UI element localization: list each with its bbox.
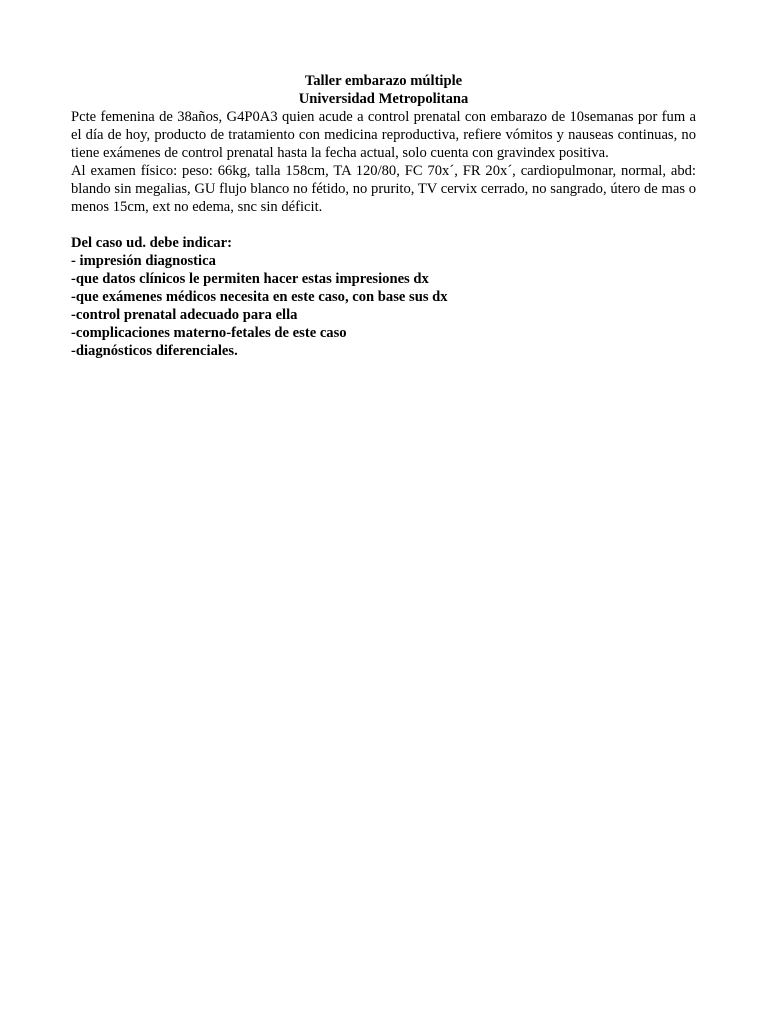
task-item: -diagnósticos diferenciales. [71,343,238,359]
blank-line [71,216,696,234]
task-item: - impresión diagnostica [71,253,216,269]
document-subtitle: Universidad Metropolitana [298,91,469,107]
document-page [71,72,696,360]
task-item: -complicaciones materno-fetales de este caso [71,325,347,341]
physical-exam-paragraph: Al examen físico: peso: 66kg, talla 158cm, TA 120/80, FC 70x´, FR 20x´, cardiopulmonar, normal, abd: blando sin megalias, GU flujo blanco no fétido, no prurito, TV cervix cerrado, no sangrado, útero de mas o menos 15cm, ext no edema, snc sin déficit. [71,163,696,215]
task-heading: Del caso ud. debe indicar: [71,235,232,251]
task-item: -control prenatal adecuado para ella [71,307,298,323]
case-paragraph: Pcte femenina de 38años, G4P0A3 quien acude a control prenatal con embarazo de 10semanas por fum a el día de hoy, producto de tratamiento con medicina reproductiva, refiere vómitos y nauseas continuas, no tiene exámenes de control prenatal hasta la fecha actual, solo cuenta con gravindex positiva. [71,109,696,161]
document-title: Taller embarazo múltiple [304,73,463,89]
task-item: -que datos clínicos le permiten hacer estas impresiones dx [71,271,429,287]
task-item: -que exámenes médicos necesita en este caso, con base sus dx [71,289,448,305]
